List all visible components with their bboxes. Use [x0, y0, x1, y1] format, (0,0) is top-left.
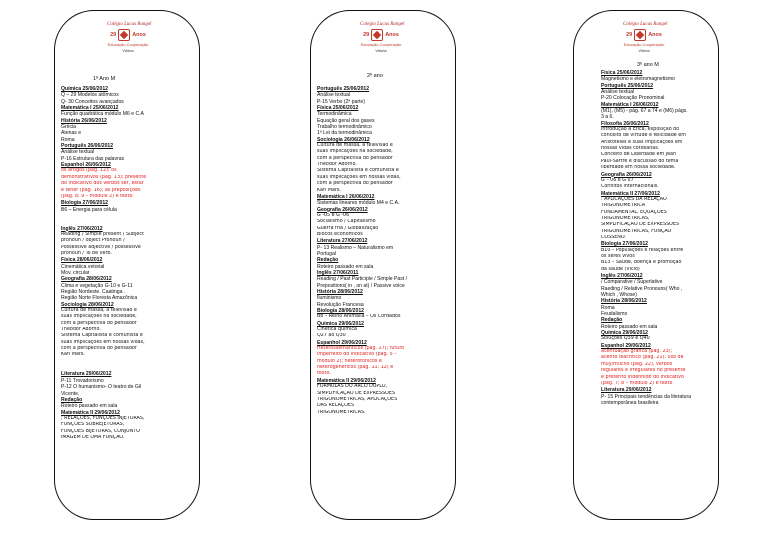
- grade-title: 2º ano: [367, 73, 383, 79]
- topic-line: B13 – Saúde, doença e promoção: [601, 260, 682, 266]
- topic-line: Karl Marx.: [61, 352, 86, 358]
- subject-heading: Literatura 27/06/2012: [317, 238, 368, 245]
- topic-line: Região Nordeste. Caatinga .: [61, 289, 126, 295]
- topic-line: acento diacrítico (pág. 21); uso de: [601, 355, 684, 361]
- topic-line: (pág. 7; 8 – módulo 2) e texto: [601, 380, 673, 386]
- topic-line: Which , Whose): [601, 292, 637, 299]
- topic-line: FUNÇÕES BIJETORAS, CONJUNTO: [61, 428, 140, 434]
- subject-heading: Matemática II 29/06/2012: [61, 409, 120, 416]
- topic-line: Cinética química: [317, 327, 357, 333]
- topic-line: TRIGONOMÉTRICAS, APLICAÇÕES: [317, 396, 398, 402]
- subject-heading: Redação: [601, 317, 623, 324]
- school-name: Colégio Lucas Rangel: [623, 22, 668, 27]
- topic-line: TRIGONOMÉTRICAS, FUNÇÃO: [601, 228, 672, 234]
- subject-heading: Redação: [317, 257, 339, 264]
- grade-title: 1º Ano M: [93, 76, 116, 82]
- topic-line: suas implicações na sociedade,: [61, 314, 137, 320]
- subject-heading: Física 28/06/2012: [61, 257, 103, 264]
- topic-line: P-20 Colocação Pronominal: [601, 95, 665, 102]
- subject-heading: Literatura 29/06/2012: [601, 387, 652, 394]
- subject-heading: História 28/06/2012: [317, 289, 363, 295]
- topic-line: conceito de virtude e felicidade em: [601, 133, 686, 139]
- topic-line: G -05 e G -06: [317, 212, 350, 218]
- topic-line: Conceito de Liberdade em Jean: [601, 152, 676, 158]
- topic-line: regulares e irregulares no presente: [601, 368, 686, 374]
- topic-line: TRIGONOMÉTRICA: [601, 203, 646, 209]
- topic-line: Vicente.: [61, 390, 80, 397]
- topic-line: contemporânea brasileira: [601, 399, 659, 406]
- logo-city: Vitória: [122, 48, 134, 53]
- topic-line: módulo 2); heterotônicos e: [317, 358, 382, 364]
- subject-heading: História 26/06/2012: [61, 117, 107, 124]
- topic-line: liberdade em nossa sociedade.: [601, 165, 676, 171]
- subject-heading: Biologia 27/06/2012: [601, 241, 649, 248]
- topic-line: Q- 30 Conceitos avançados: [61, 98, 124, 105]
- logo-side-word: Anos: [132, 32, 146, 38]
- crest-icon: [634, 29, 646, 41]
- topic-line: Roteiro passado em sala: [317, 263, 374, 270]
- topic-line: DAS RELAÇÕES: [317, 403, 355, 409]
- topic-line: Análise textual: [61, 149, 95, 156]
- subject-heading: Português 26/06/2012: [61, 143, 114, 150]
- subject-heading: Matemática I 25/06/2012: [61, 105, 119, 112]
- subject-heading: Matemática II 29/06/2012: [317, 377, 376, 384]
- subject-heading: Espanhol 29/06/2012: [317, 339, 367, 346]
- topic-line: Guerra fria / Globalização: [317, 225, 379, 231]
- crest-icon: [371, 29, 383, 41]
- grade-title: 3º ano M: [637, 62, 659, 68]
- school-logo: [360, 22, 405, 68]
- logo-year: 29: [110, 32, 117, 38]
- topic-line: muy/mucho (pág. 22), verbos: [601, 361, 673, 367]
- topic-line: os artigos (pág. 12); os: [61, 168, 117, 174]
- topic-line: pronoun / To be verb.: [61, 250, 112, 256]
- topic-line: heterogenéricos (pág. 11; 12) e: [317, 365, 394, 371]
- logo-motto-left: Educação: [107, 42, 126, 47]
- topic-line: P-12 O humanismo- O teatro de Gil: [61, 384, 142, 391]
- topic-line: Função quadrática módulo M6 e C.A: [61, 111, 144, 118]
- logo-city: Vitória: [375, 48, 387, 53]
- topic-line: FÓRMULAS DO ARCO DUPLO,: [317, 384, 388, 390]
- topic-line: suas implicações em nossas vidas,: [61, 339, 145, 345]
- logo-motto-left: Educação: [623, 42, 642, 47]
- topic-line: Karl Marx.: [317, 187, 342, 193]
- logo-side-word: Anos: [648, 32, 662, 38]
- topic-line: P-16 Estrutura das palavras: [61, 155, 125, 162]
- topic-line: com a perspectiva do pensador: [317, 181, 393, 187]
- subject-heading: Química 29/06/2012: [601, 330, 649, 337]
- subject-heading: Química 25/06/2012: [61, 86, 109, 92]
- topic-line: (pág. 8; 9 – módulo 2) e texto.: [61, 193, 134, 199]
- subject-heading: Inglês 27/06/2012: [601, 273, 643, 279]
- logo-year: 29: [363, 32, 370, 38]
- subject-heading: Física 25/06/2012: [317, 105, 359, 112]
- topic-line: FUNDAMENTAL, EQUAÇÕES: [601, 209, 667, 215]
- topic-line: com a perspectiva do pensador: [61, 320, 137, 326]
- topic-line: Clima e vegetação G-10 e G-11: [61, 282, 133, 289]
- subject-heading: Espanhol 26/06/2012: [61, 162, 111, 169]
- topic-line: Aristóteles e suas implicações em: [601, 139, 683, 145]
- topic-line: pronoun / object Pronoun /: [61, 238, 125, 244]
- topic-line: ; RELAÇÕES, FUNÇÕES INJETORAS,: [61, 415, 145, 421]
- subject-heading: Geografia 28/06/2012: [61, 276, 112, 283]
- subject-heading: Matemática I 26/06/2012: [601, 101, 659, 108]
- topic-line: Reading / Simple present / Subject: [61, 231, 144, 237]
- schedule-column-2: [317, 86, 435, 416]
- topic-line: B8 – Reino Animalia – Os Cordados: [317, 314, 401, 320]
- logo-motto-left: Educação: [360, 42, 379, 47]
- topic-line: Roteiro passado em sala: [601, 323, 658, 330]
- topic-line: P- 13 Realismo – Naturalismo em: [317, 244, 394, 251]
- topic-line: Magnetismo e eletromagnetismo: [601, 76, 675, 83]
- subject-heading: Sociologia 26/06/2012: [317, 136, 370, 143]
- topic-line: Análise textual: [601, 89, 635, 96]
- topic-line: Atenas e: [61, 130, 82, 137]
- subject-heading: Física 25/06/2012: [601, 70, 643, 76]
- subject-heading: Filosofia 26/06/2012: [601, 120, 649, 127]
- topic-line: Roma: [61, 136, 75, 143]
- logo-motto-right: Cooperação: [642, 42, 665, 47]
- topic-line: Reading / Past Participle / Simple Past /: [317, 276, 408, 283]
- subject-heading: Geografia 26/06/2012: [601, 171, 652, 178]
- subject-heading: Biologia 27/06/2012: [61, 200, 109, 207]
- topic-line: P- 15 Principais tendências da literatura: [601, 393, 692, 400]
- topic-line: Q27 ao Q30: [317, 333, 346, 339]
- schedule-column-1: [61, 86, 179, 441]
- topic-line: Soluções Q39 e Q40: [601, 336, 650, 342]
- subject-heading: Geografia 26/06/2012: [317, 206, 368, 213]
- topic-line: 3 a 6.: [601, 114, 614, 121]
- topic-line: os seres vivos: [601, 253, 635, 259]
- topic-line: texto.: [317, 371, 331, 377]
- topic-line: Sistemas lineares módulo M4 e C.A.: [317, 200, 400, 207]
- topic-line: Theodor Adorno.: [317, 162, 357, 168]
- subject-heading: Português 25/06/2012: [317, 86, 370, 92]
- topic-line: Roma: [601, 304, 615, 311]
- topic-line: Theodor Adorno.: [61, 327, 101, 333]
- logo-year: 29: [626, 32, 633, 38]
- school-name: Colégio Lucas Rangel: [107, 22, 152, 27]
- topic-line: Análise textual: [317, 92, 351, 99]
- topic-line: B6 – Energia para célula: [61, 206, 117, 213]
- topic-line: SIMPLIFICAÇÃO DE EXPRESSÕES: [317, 390, 395, 396]
- subject-heading: Literatura 29/06/2012: [61, 371, 112, 378]
- subject-heading: Biologia 28/06/2012: [317, 308, 365, 315]
- subject-heading: Inglês 27/06/2012: [61, 225, 103, 232]
- topic-line: suas implicações em nossas vidas,: [317, 174, 401, 180]
- topic-line: : APLICAÇÕES DA RELAÇÃO: [601, 196, 667, 202]
- topic-line: Revolução Francesa: [317, 301, 364, 308]
- subject-heading: Português 25/06/2012: [601, 82, 654, 89]
- topic-line: B10 – Populações e relações entre: [601, 247, 684, 253]
- topic-line: Equação geral dos gases: [317, 117, 375, 124]
- topic-line: Iluminismo: [317, 295, 342, 302]
- topic-line: com a perspectiva do pensador: [61, 346, 137, 352]
- school-logo: [107, 22, 152, 68]
- topic-line: suas implicações na sociedade,: [317, 149, 393, 155]
- topic-line: e pretérito indefinido do indicativo: [601, 374, 684, 380]
- topic-line: e tener (pág. 16); as preposições: [61, 187, 141, 193]
- topic-line: Possessive adjective / possessive: [61, 244, 141, 250]
- topic-line: IMAGEM DE UMA FUNÇÃO.: [61, 434, 125, 440]
- topic-line: Socialismo / Capitalismo: [317, 219, 376, 225]
- topic-line: Q – 29 Modelos atômicos: [61, 92, 119, 99]
- topic-line: Roteiro passado em sala: [61, 403, 118, 410]
- topic-line: Grécia: [61, 124, 77, 131]
- topic-line: FUNÇÕES SOBREJETORAS,: [61, 422, 125, 428]
- topic-line: Cultura de massa, a televisão e: [317, 143, 393, 149]
- topic-line: Cinemática vetorial: [61, 263, 105, 270]
- topic-line: Mov. circular: [61, 269, 90, 276]
- topic-line: (M1), (M5) - pág. 67 a 74 e (M6) págs.: [601, 108, 688, 115]
- topic-line: G – 06 e G 07: [601, 177, 634, 183]
- topic-line: TRIGONOMÉTRICAS,: [601, 215, 650, 221]
- topic-line: Paul-Sartre e discussão do tema: [601, 158, 679, 164]
- topic-line: Raeding / Relative Pronouns( Who ,: [601, 285, 683, 292]
- subject-heading: Matemática I 26/06/2012: [317, 193, 375, 200]
- topic-line: Região Norte Floresta Amazônica: [61, 295, 138, 302]
- topic-line: Blocos econômicos: [317, 231, 363, 237]
- topic-line: Cultura de massa, a televisão e: [61, 308, 137, 314]
- topic-line: nossas vidas cotidianas.: [601, 146, 660, 152]
- topic-line: da saúde (Vício): [601, 266, 640, 272]
- topic-line: Portugal: [317, 250, 336, 257]
- subject-heading: Espanhol 29/06/2012: [601, 342, 651, 349]
- logo-motto-right: Cooperação: [126, 42, 149, 47]
- topic-line: Introdução à Ética, exposição do: [601, 127, 680, 133]
- topic-line: COSSENO.: [601, 234, 626, 240]
- topic-line: Prepositions( in , on at) / Passive voice: [317, 282, 405, 289]
- logo-side-word: Anos: [385, 32, 399, 38]
- topic-line: Sistema Capitalista e comunista e: [61, 333, 143, 339]
- topic-line: SIMPLIFICAÇÃO DE EXPRESSÕES: [601, 222, 679, 228]
- crest-icon: [118, 29, 130, 41]
- topic-line: 1ª Lei da termodinâmica: [317, 130, 372, 137]
- topic-line: Termodinâmica: [317, 111, 352, 118]
- subject-heading: Redação: [61, 396, 83, 403]
- logo-city: Vitória: [638, 48, 650, 53]
- subject-heading: História 28/06/2012: [601, 298, 647, 305]
- subject-heading: Química 29/06/2012: [317, 320, 365, 327]
- subject-heading: Sociologia 28/06/2012: [61, 301, 114, 308]
- topic-line: / Comparative / Superlative: [601, 279, 663, 286]
- topic-line: acentuação gráfica (pág. 23);: [601, 349, 673, 355]
- topic-line: P-15 Verbo (2ª parte): [317, 98, 366, 105]
- topic-line: Heterossemánticos (pág. 17); futuro: [317, 346, 405, 352]
- topic-line: P-11 Trovadorismo: [61, 377, 104, 384]
- schedule-column-3: [601, 70, 719, 406]
- subject-heading: Inglês 27/06/2011: [317, 269, 359, 276]
- school-name: Colégio Lucas Rangel: [360, 22, 405, 27]
- topic-line: imperfeito do indicativo (pág. 5 –: [317, 352, 397, 358]
- topic-line: Sistema Capitalista e comunista e: [317, 168, 399, 174]
- topic-line: do indicativo dos verbos ser, estar: [61, 181, 144, 187]
- logo-motto-right: Cooperação: [379, 42, 402, 47]
- topic-line: Feudalismo: [601, 311, 628, 318]
- topic-line: Conflitos internacionais.: [601, 184, 659, 190]
- topic-line: demonstrativos (pág. 13); presente: [61, 174, 147, 180]
- topic-line: com a perspectiva do pensador: [317, 155, 393, 161]
- topic-line: Trabalho termodinâmico: [317, 124, 372, 131]
- subject-heading: Matemática II 27/06/2012: [601, 190, 660, 197]
- topic-line: TRIGONOMÉTRICAS.: [317, 409, 366, 415]
